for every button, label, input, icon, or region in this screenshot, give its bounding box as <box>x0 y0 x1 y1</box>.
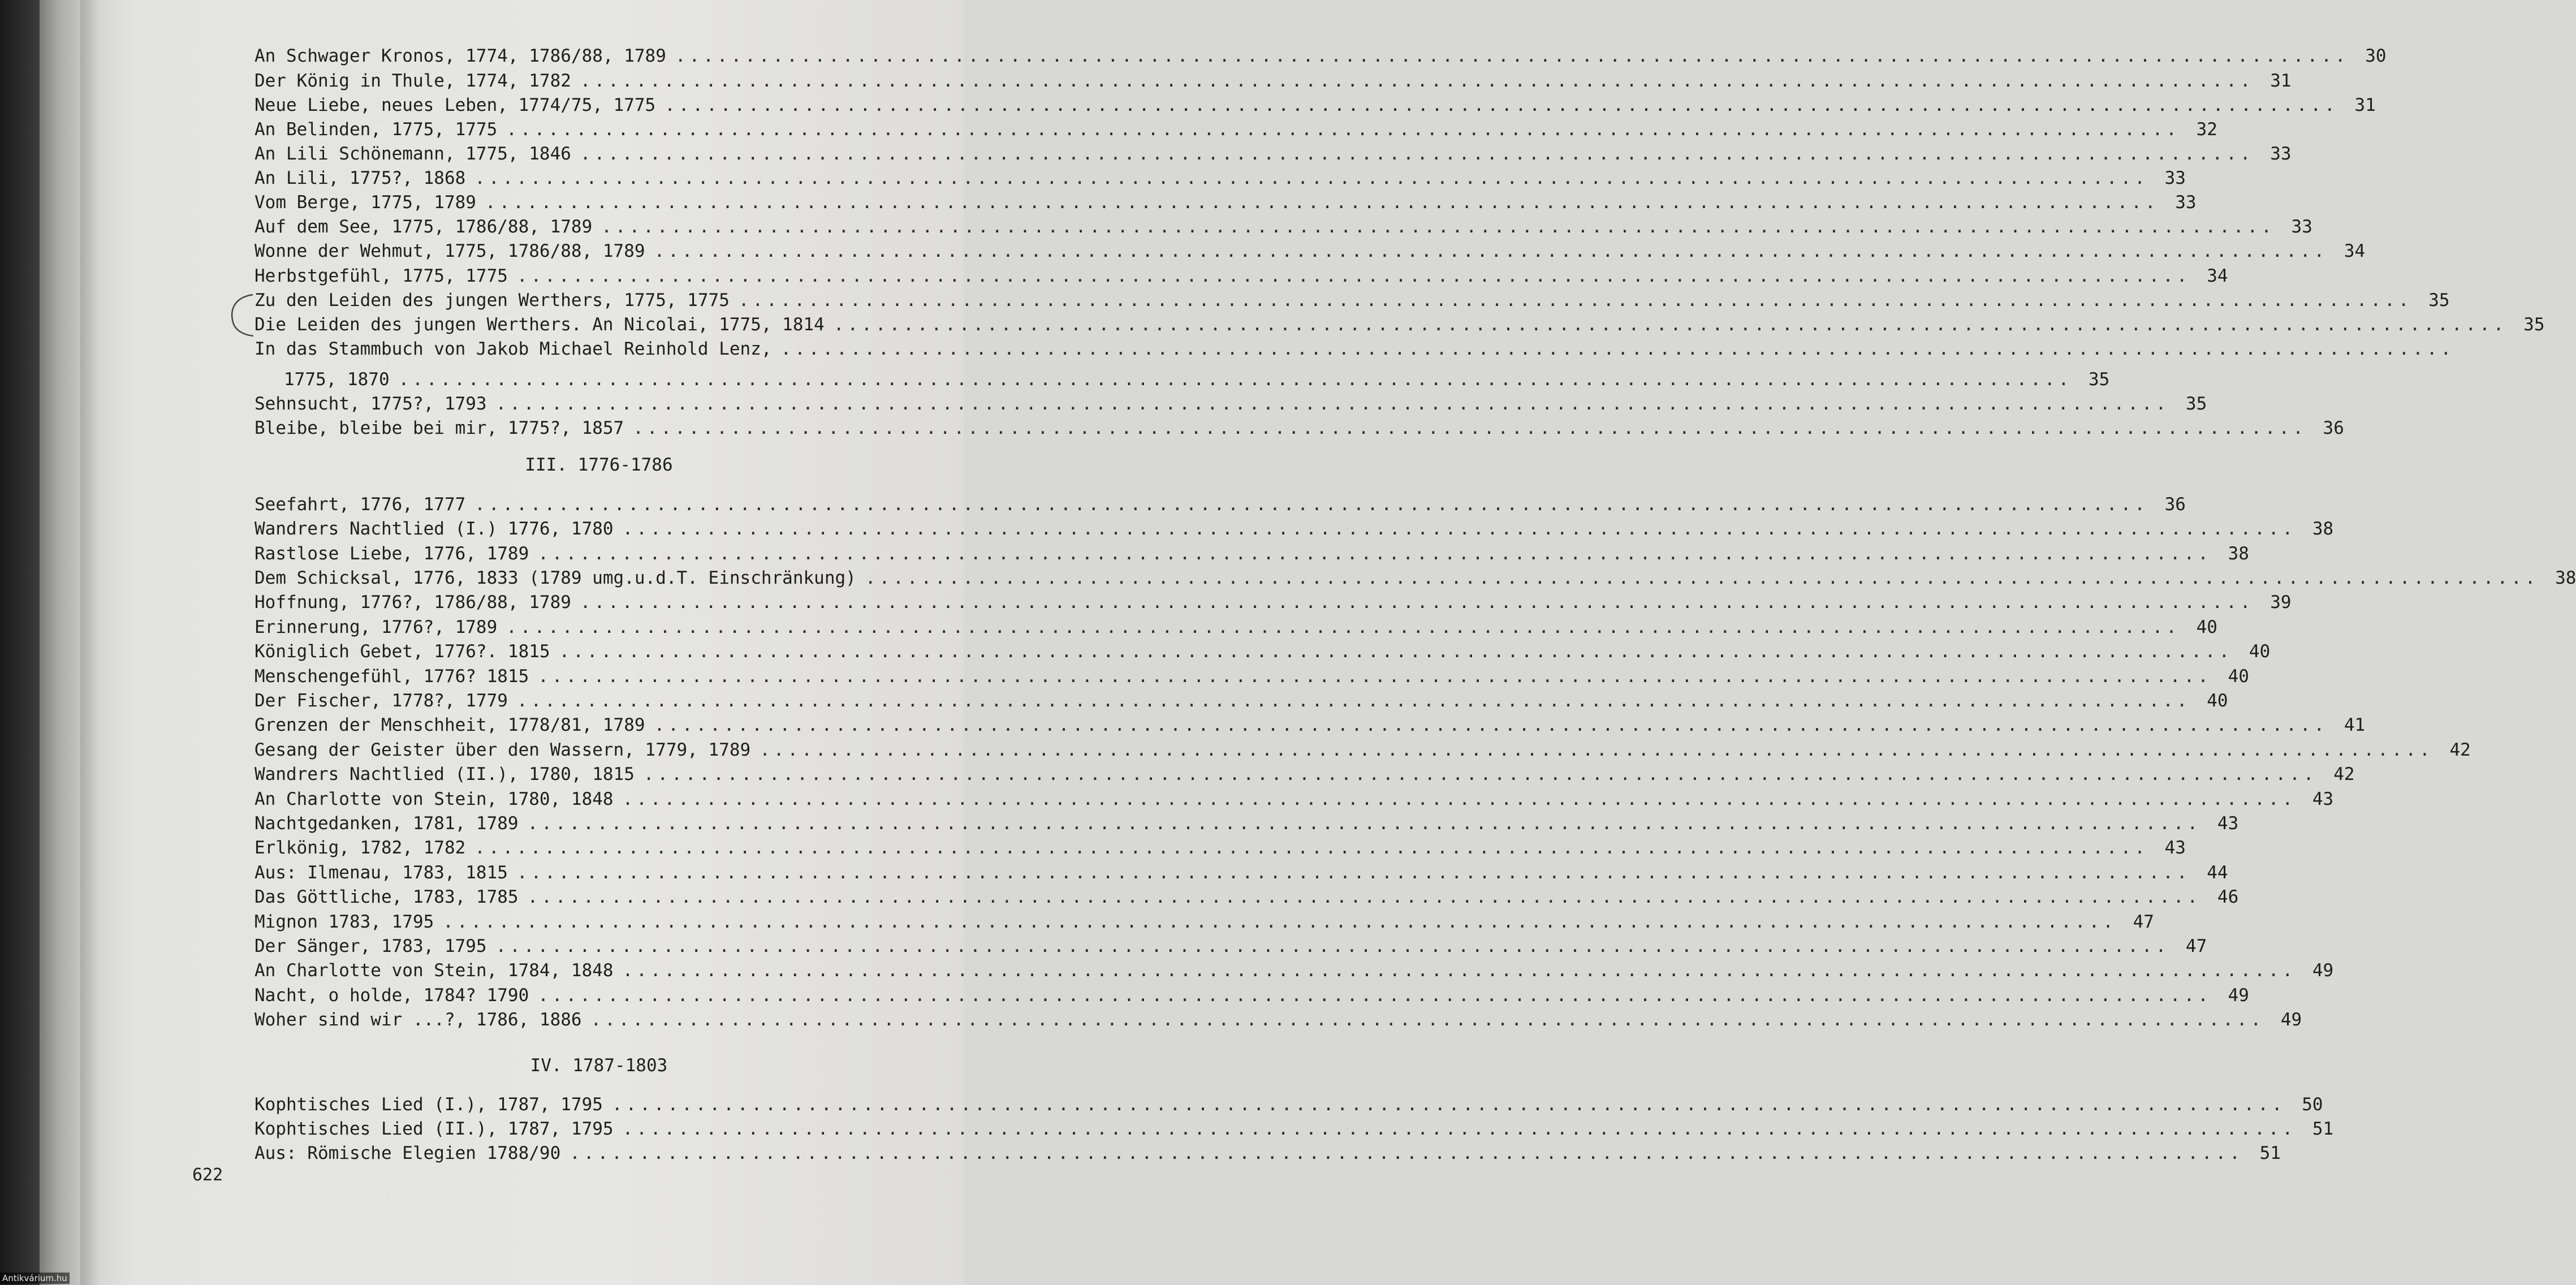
entry-title: Seefahrt, 1776, 1777 <box>254 494 466 515</box>
toc-entry <box>254 885 2239 909</box>
toc-entry <box>254 1008 2302 1032</box>
entry-page-number: 51 <box>2312 1119 2334 1139</box>
entry-title: Der Sänger, 1783, 1795 <box>254 936 487 956</box>
toc-entry <box>254 118 2217 141</box>
entry-page-number: 33 <box>2164 168 2186 188</box>
entry-page-number: 40 <box>2228 666 2249 687</box>
dot-leader: ........................................................................................................................ <box>780 339 2455 359</box>
entry-page-number: 38 <box>2555 568 2576 588</box>
dot-leader: ........................................................................................................................ <box>760 740 2433 760</box>
toc-entry <box>254 288 2450 312</box>
entry-title: Die Leiden des jungen Werthers. An Nicolai, 1775, 1814 <box>254 314 825 335</box>
entry-title: Zu den Leiden des jungen Werthers, 1775, 1775 <box>254 290 730 311</box>
entry-title: Mignon 1783, 1795 <box>254 912 434 932</box>
section-heading: III. 1776-1786 <box>525 455 673 475</box>
entry-page-number: 41 <box>2344 715 2366 735</box>
toc-entry <box>254 166 2186 190</box>
toc-entry <box>254 368 2110 391</box>
entry-page-number: 35 <box>2185 394 2207 414</box>
entry-page-number: 47 <box>2133 912 2154 932</box>
toc-entry <box>254 738 2471 762</box>
toc-entry <box>254 812 2239 835</box>
toc-entry <box>254 313 2545 337</box>
toc-entry <box>254 416 2344 440</box>
dot-leader: ........................................................................................................................ <box>622 1119 2297 1139</box>
entry-title: Auf dem See, 1775, 1786/88, 1789 <box>254 217 593 237</box>
toc-entry <box>254 640 2271 663</box>
entry-page-number: 35 <box>2523 314 2545 335</box>
entry-page-number: 34 <box>2344 241 2366 261</box>
dot-leader: ........................................................................................................................ <box>485 192 2159 213</box>
dot-leader: ........................................................................................................................ <box>527 813 2202 834</box>
entry-page-number: 43 <box>2164 838 2186 858</box>
toc-entry <box>254 1141 2281 1165</box>
dot-leader: ........................................................................................................................ <box>865 568 2539 588</box>
entry-title: Dem Schicksal, 1776, 1833 (1789 umg.u.d.T. Einschränkung) <box>254 568 856 588</box>
toc-entry <box>254 1093 2323 1116</box>
dot-leader: ........................................................................................................................ <box>580 144 2254 164</box>
entry-title: Hoffnung, 1776?, 1786/88, 1789 <box>254 592 571 613</box>
dot-leader: ........................................................................................................................ <box>738 290 2413 311</box>
entry-title: Wonne der Wehmut, 1775, 1786/88, 1789 <box>254 241 645 261</box>
entry-title: Nachtgedanken, 1781, 1789 <box>254 813 519 834</box>
entry-title: Sehnsucht, 1775?, 1793 <box>254 394 487 414</box>
entry-page-number: 36 <box>2164 494 2186 515</box>
entry-title: Königlich Gebet, 1776?. 1815 <box>254 641 550 662</box>
toc-entry <box>254 239 2366 263</box>
toc-entry <box>254 337 2455 361</box>
entry-page-number: 33 <box>2270 144 2292 164</box>
toc-entry <box>254 762 2355 786</box>
entry-title: An Belinden, 1775, 1775 <box>254 119 498 140</box>
section-heading: IV. 1787-1803 <box>530 1055 668 1076</box>
dot-leader: ........................................................................................................................ <box>622 519 2297 539</box>
dot-leader: ........................................................................................................................ <box>474 168 2148 188</box>
toc-entry <box>254 910 2154 934</box>
toc-entry <box>254 615 2217 639</box>
dot-leader: ........................................................................................................................ <box>559 641 2233 662</box>
entry-title: An Charlotte von Stein, 1784, 1848 <box>254 960 614 981</box>
entry-title: An Lili Schönemann, 1775, 1846 <box>254 144 571 164</box>
entry-title: Der König in Thule, 1774, 1782 <box>254 71 571 91</box>
dot-leader: ........................................................................................................................ <box>601 217 2275 237</box>
entry-page-number: 50 <box>2302 1094 2323 1115</box>
entry-title: Rastlose Liebe, 1776, 1789 <box>254 544 529 564</box>
entry-title: Aus: Römische Elegien 1788/90 <box>254 1143 561 1163</box>
entry-page-number: 34 <box>2207 266 2228 286</box>
entry-title: An Charlotte von Stein, 1780, 1848 <box>254 789 614 809</box>
entry-page-number: 31 <box>2354 95 2376 115</box>
toc-entry <box>254 517 2334 541</box>
entry-title: Das Göttliche, 1783, 1785 <box>254 887 519 907</box>
toc-entry <box>254 215 2312 239</box>
dot-leader: ........................................................................................................................ <box>495 936 2170 956</box>
dot-leader: ........................................................................................................................ <box>516 266 2191 286</box>
entry-title: Kophtisches Lied (I.), 1787, 1795 <box>254 1094 603 1115</box>
dot-leader: ........................................................................................................................ <box>516 691 2191 711</box>
entry-page-number: 40 <box>2207 691 2228 711</box>
entry-title: Woher sind wir ...?, 1786, 1886 <box>254 1010 582 1030</box>
dot-leader: ........................................................................................................................ <box>569 1143 2243 1163</box>
dot-leader: ........................................................................................................................ <box>506 119 2180 140</box>
dot-leader: ........................................................................................................................ <box>665 95 2338 115</box>
entry-title: 1775, 1870 <box>284 369 390 390</box>
dot-leader: ........................................................................................................................ <box>506 617 2180 637</box>
entry-title: Vom Berge, 1775, 1789 <box>254 192 476 213</box>
entry-title: An Lili, 1775?, 1868 <box>254 168 466 188</box>
entry-page-number: 42 <box>2333 764 2355 784</box>
watermark: Antikvárium.hu <box>0 1273 70 1284</box>
dot-leader: ........................................................................................................................ <box>474 494 2148 515</box>
dot-leader: ........................................................................................................................ <box>654 715 2328 735</box>
entry-page-number: 30 <box>2365 46 2387 66</box>
dot-leader: ........................................................................................................................ <box>833 314 2508 335</box>
entry-page-number: 32 <box>2196 119 2217 140</box>
entry-title: Neue Liebe, neues Leben, 1774/75, 1775 <box>254 95 656 115</box>
page-gutter <box>40 0 80 1285</box>
toc-entry <box>254 392 2207 416</box>
entry-page-number: 43 <box>2217 813 2239 834</box>
entry-page-number: 36 <box>2323 418 2344 438</box>
dot-leader: ........................................................................................................................ <box>622 789 2297 809</box>
entry-page-number: 40 <box>2249 641 2271 662</box>
entry-page-number: 39 <box>2270 592 2292 613</box>
dot-leader: ........................................................................................................................ <box>538 985 2212 1006</box>
toc-entry <box>254 861 2228 885</box>
entry-page-number: 49 <box>2312 960 2334 981</box>
table-of-contents <box>254 0 2576 1165</box>
toc-entry <box>254 542 2249 566</box>
entry-title: Gesang der Geister über den Wassern, 1779, 1789 <box>254 740 751 760</box>
toc-entry <box>254 959 2334 982</box>
dot-leader: ........................................................................................................................ <box>654 241 2328 261</box>
entry-page-number: 46 <box>2217 887 2239 907</box>
dot-leader: ........................................................................................................................ <box>527 887 2202 907</box>
pencil-bracket-mark <box>227 293 256 338</box>
dot-leader: ........................................................................................................................ <box>516 863 2191 883</box>
entry-page-number: 35 <box>2428 290 2450 311</box>
toc-entry <box>254 787 2334 811</box>
entry-page-number: 49 <box>2280 1010 2302 1030</box>
dot-leader: ........................................................................................................................ <box>398 369 2073 390</box>
dot-leader: ........................................................................................................................ <box>495 394 2170 414</box>
toc-entry <box>254 689 2228 713</box>
dot-leader: ........................................................................................................................ <box>580 71 2254 91</box>
entry-page-number: 43 <box>2312 789 2334 809</box>
entry-page-number: 49 <box>2228 985 2249 1006</box>
dot-leader: ........................................................................................................................ <box>590 1010 2265 1030</box>
toc-entry <box>254 566 2576 590</box>
entry-title: Kophtisches Lied (II.), 1787, 1795 <box>254 1119 614 1139</box>
entry-title: In das Stammbuch von Jakob Michael Reinhold Lenz, <box>254 339 772 359</box>
dot-leader: ........................................................................................................................ <box>580 592 2254 613</box>
entry-title: Erinnerung, 1776?, 1789 <box>254 617 498 637</box>
toc-entry <box>254 590 2292 614</box>
entry-page-number: 31 <box>2270 71 2292 91</box>
toc-entry <box>254 836 2186 860</box>
entry-title: Wandrers Nachtlied (II.), 1780, 1815 <box>254 764 635 784</box>
entry-page-number: 40 <box>2196 617 2217 637</box>
entry-page-number: 42 <box>2449 740 2471 760</box>
toc-entry <box>254 665 2249 688</box>
toc-entry <box>254 69 2292 93</box>
entry-title: Herbstgefühl, 1775, 1775 <box>254 266 508 286</box>
page-number: 622 <box>192 1165 223 1185</box>
toc-entry <box>254 142 2292 166</box>
toc-entry <box>254 264 2228 288</box>
toc-entry <box>254 713 2366 737</box>
dot-leader: ........................................................................................................................ <box>538 544 2212 564</box>
entry-title: Nacht, o holde, 1784? 1790 <box>254 985 529 1006</box>
toc-entry <box>254 1117 2334 1141</box>
entry-page-number: 33 <box>2175 192 2197 213</box>
entry-title: Grenzen der Menschheit, 1778/81, 1789 <box>254 715 645 735</box>
dot-leader: ........................................................................................................................ <box>633 418 2307 438</box>
dot-leader: ........................................................................................................................ <box>675 46 2349 66</box>
dot-leader: ........................................................................................................................ <box>622 960 2297 981</box>
entry-page-number: 35 <box>2088 369 2110 390</box>
toc-entry <box>254 191 2197 214</box>
entry-page-number: 47 <box>2185 936 2207 956</box>
entry-title: An Schwager Kronos, 1774, 1786/88, 1789 <box>254 46 666 66</box>
entry-title: Der Fischer, 1778?, 1779 <box>254 691 508 711</box>
entry-page-number: 38 <box>2312 519 2334 539</box>
toc-entry <box>254 984 2249 1007</box>
dot-leader: ........................................................................................................................ <box>538 666 2212 687</box>
toc-entry <box>254 93 2376 117</box>
dot-leader: ........................................................................................................................ <box>643 764 2318 784</box>
entry-title: Aus: Ilmenau, 1783, 1815 <box>254 863 508 883</box>
entry-page-number: 51 <box>2259 1143 2281 1163</box>
toc-entry <box>254 934 2207 958</box>
dot-leader: ........................................................................................................................ <box>443 912 2117 932</box>
entry-title: Menschengefühl, 1776? 1815 <box>254 666 529 687</box>
entry-title: Bleibe, bleibe bei mir, 1775?, 1857 <box>254 418 624 438</box>
entry-title: Erlkönig, 1782, 1782 <box>254 838 466 858</box>
dot-leader: ........................................................................................................................ <box>611 1094 2286 1115</box>
dot-leader: ........................................................................................................................ <box>474 838 2148 858</box>
entry-page-number: 33 <box>2291 217 2312 237</box>
book-spine-shadow <box>0 0 40 1285</box>
entry-title: Wandrers Nachtlied (I.) 1776, 1780 <box>254 519 614 539</box>
toc-entry <box>254 44 2387 68</box>
entry-page-number: 44 <box>2207 863 2228 883</box>
entry-page-number: 38 <box>2228 544 2249 564</box>
toc-entry <box>254 493 2186 516</box>
